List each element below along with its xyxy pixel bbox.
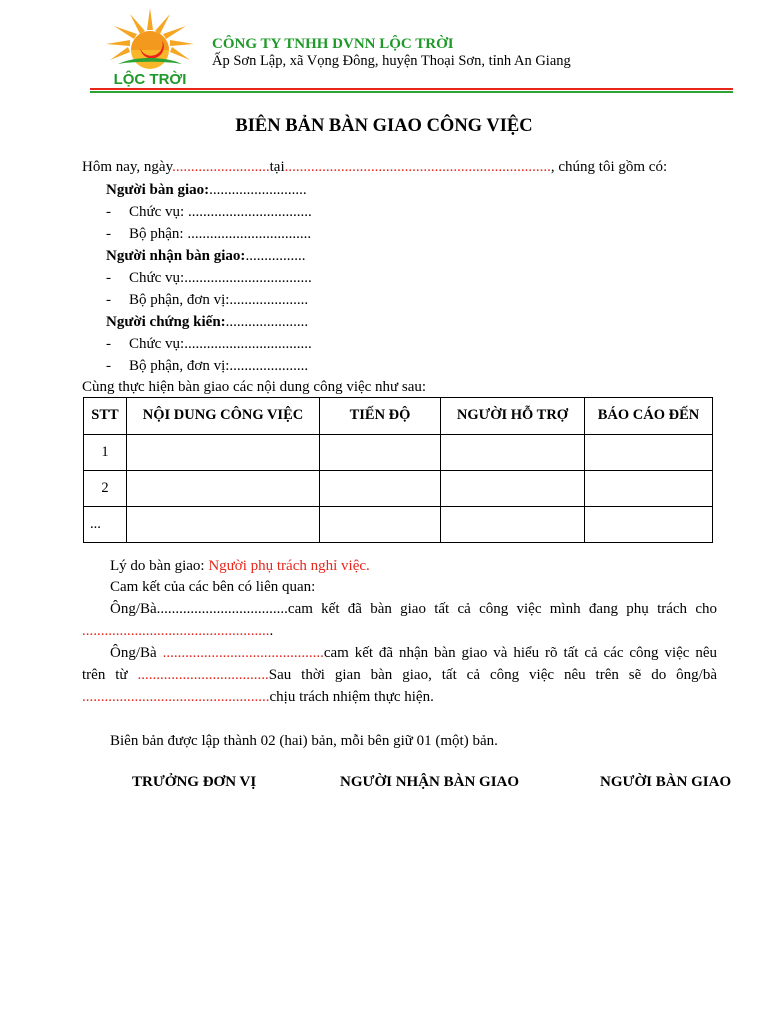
recipient-blank[interactable]: .................................................. <box>82 623 270 639</box>
table-cell[interactable] <box>441 435 585 471</box>
table-cell[interactable] <box>127 435 320 471</box>
table-cell[interactable] <box>585 471 713 507</box>
header-divider-red <box>90 88 733 90</box>
table-row <box>84 507 713 543</box>
table-cell[interactable] <box>320 507 441 543</box>
receiver-name-blank-2[interactable]: ........................................... <box>162 645 324 661</box>
giver-name-blank-2[interactable]: ................................... <box>137 667 269 683</box>
table-row <box>84 435 713 471</box>
logo-text: LỘC TRỜI <box>113 71 187 88</box>
table-cell[interactable] <box>585 507 713 543</box>
company-name: CÔNG TY TNHH DVNN LỘC TRỜI <box>212 36 454 52</box>
table-cell[interactable] <box>441 471 585 507</box>
dash: - <box>106 358 111 374</box>
column-header-report-to: BÁO CÁO ĐẾN <box>585 398 713 435</box>
table-cell[interactable] <box>585 435 713 471</box>
table-cell[interactable] <box>127 471 320 507</box>
p2-start: Ông/Bà <box>110 645 163 661</box>
witness-label: Người chứng kiến: <box>106 314 226 330</box>
receiver-label: Người nhận bàn giao: <box>106 248 246 264</box>
p2-mid: cam kết đã nhận bàn giao và hiểu rõ tất cả các công việc nêu <box>323 645 717 661</box>
witness-line <box>106 313 308 331</box>
commitment-p1-line2 <box>82 622 273 640</box>
place-blank[interactable]: ....................................................................... <box>284 159 551 175</box>
giver-line <box>106 181 307 199</box>
period: . <box>269 623 274 639</box>
intro-line <box>82 158 667 176</box>
copies-note: Biên bản được lập thành 02 (hai) bản, mỗi bên giữ 01 (một) bản. <box>110 733 498 749</box>
table-cell[interactable] <box>127 507 320 543</box>
dash: - <box>106 204 111 220</box>
witness-position[interactable]: Chức vụ:.................................. <box>129 336 312 352</box>
table-row <box>84 471 713 507</box>
p2-line2-end: Sau thời gian bàn giao, tất cả công việc nêu trên sẽ do ông/bà <box>268 667 717 683</box>
commitment-p2-line1 <box>110 644 717 662</box>
receiver-line <box>106 247 305 265</box>
p2-line2-start: trên từ <box>82 667 138 683</box>
intro-suffix: , chúng tôi gồm có: <box>550 159 668 175</box>
dash: - <box>106 336 111 352</box>
row-stt: 2 <box>84 471 127 507</box>
giver-name-blank[interactable]: .......................... <box>209 182 307 198</box>
signature-giver: NGƯỜI BÀN GIAO <box>600 774 732 790</box>
column-header-stt: STT <box>84 398 127 435</box>
document-title: BIÊN BẢN BÀN GIAO CÔNG VIỆC <box>235 116 533 136</box>
dash: - <box>106 226 111 242</box>
giver-label: Người bàn giao: <box>106 182 210 198</box>
table-header-row <box>84 398 713 435</box>
signature-head: TRƯỞNG ĐƠN VỊ <box>132 774 257 790</box>
dash: - <box>106 292 111 308</box>
row-stt: 1 <box>84 435 127 471</box>
receiver-name-blank[interactable]: ................ <box>245 248 306 264</box>
commitment-heading: Cam kết của các bên có liên quan: <box>110 579 316 595</box>
intro-mid: tại <box>269 159 285 175</box>
table-cell[interactable] <box>320 435 441 471</box>
handover-table <box>83 397 713 543</box>
signature-receiver: NGƯỜI NHẬN BÀN GIAO <box>340 774 520 790</box>
header-divider-green <box>90 91 733 93</box>
column-header-content: NỘI DUNG CÔNG VIỆC <box>127 398 320 435</box>
giver-department[interactable]: Bộ phận: ................................. <box>129 226 312 242</box>
receiver-position[interactable]: Chức vụ:.................................. <box>129 270 312 286</box>
commitment-p2-line3 <box>82 688 434 706</box>
responsible-blank[interactable]: .................................................. <box>82 689 270 705</box>
column-header-progress: TIẾN ĐỘ <box>320 398 441 435</box>
commitment-p1-line1: Ông/Bà...................................cam kết đã bàn giao tất cả công việc mình đang phụ trách cho <box>110 601 717 617</box>
reason-label: Lý do bàn giao: <box>110 558 209 574</box>
table-intro: Cùng thực hiện bàn giao các nội dung công việc như sau: <box>82 379 427 395</box>
dash: - <box>106 270 111 286</box>
witness-department[interactable]: Bộ phận, đơn vị:..................... <box>129 358 309 374</box>
witness-name-blank[interactable]: ...................... <box>225 314 309 330</box>
table-cell[interactable] <box>441 507 585 543</box>
row-stt: ... <box>84 507 127 543</box>
intro-prefix: Hôm nay, ngày <box>82 159 173 175</box>
loc-troi-logo <box>104 6 196 90</box>
commitment-p2-line2 <box>82 666 717 684</box>
receiver-department[interactable]: Bộ phận, đơn vị:..................... <box>129 292 309 308</box>
reason-line <box>110 557 370 575</box>
reason-value[interactable]: Người phụ trách nghỉ việc. <box>208 558 370 574</box>
giver-position[interactable]: Chức vụ: ................................. <box>129 204 312 220</box>
date-blank[interactable]: .......................... <box>172 159 270 175</box>
column-header-supporter: NGƯỜI HỖ TRỢ <box>441 398 585 435</box>
company-address: Ấp Sơn Lập, xã Vọng Đông, huyện Thoại Sơn, tỉnh An Giang <box>212 53 571 69</box>
table-cell[interactable] <box>320 471 441 507</box>
p2-end: chịu trách nhiệm thực hiện. <box>269 689 434 705</box>
